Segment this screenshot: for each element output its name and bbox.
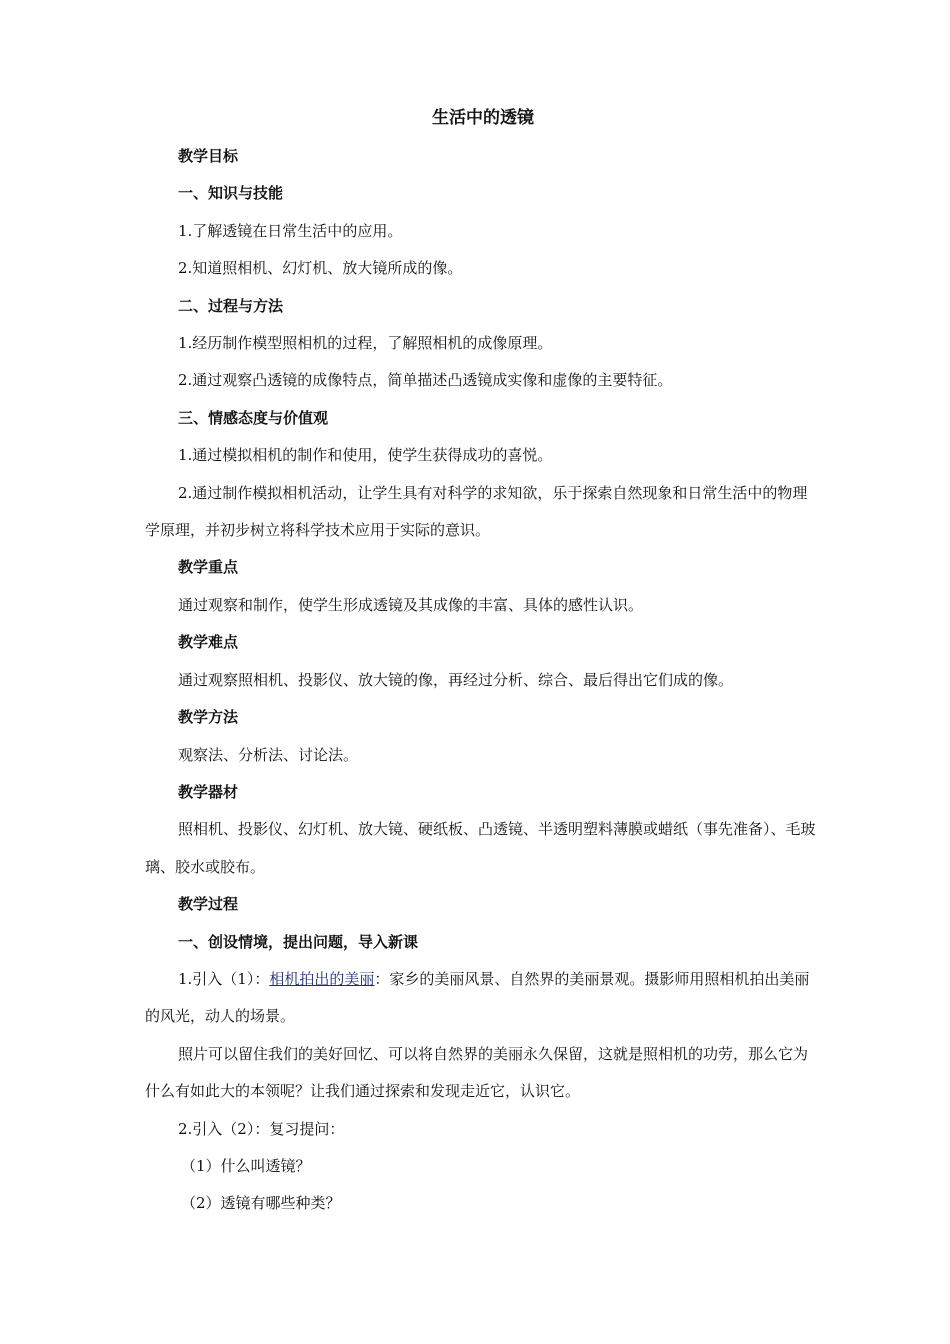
intro-link[interactable]: 相机拍出的美丽 xyxy=(269,969,375,988)
section-heading: 二、过程与方法 xyxy=(178,296,284,315)
paragraph: 通过观察和制作，使学生形成透镜及其成像的丰富、具体的感性认识。 xyxy=(178,595,644,614)
question-item: （2）透镜有哪些种类？ xyxy=(181,1194,341,1213)
paragraph: 观察法、分析法、讨论法。 xyxy=(178,745,359,764)
section-heading: 一、创设情境，提出问题，导入新课 xyxy=(178,932,419,951)
paragraph: 1.通过模拟相机的制作和使用，使学生获得成功的喜悦。 xyxy=(178,446,553,465)
paragraph: 照片可以留住我们的美好回忆、可以将自然界的美丽永久保留，这就是照相机的功劳，那么它为什么有如此大的本领呢？让我们通过探索和发现走近它，认识它。 xyxy=(145,1044,809,1101)
paragraph: 照相机、投影仪、幻灯机、放大镜、硬纸板、凸透镜、半透明塑料薄膜或蜡纸（事先准备）、毛玻璃、胶水或胶布。 xyxy=(145,820,816,876)
section-heading: 教学器材 xyxy=(178,782,239,801)
section-heading: 一、知识与技能 xyxy=(178,184,284,203)
paragraph: 1.经历制作模型照相机的过程，了解照相机的成像原理。 xyxy=(178,334,553,353)
section-heading: 教学重点 xyxy=(178,558,239,577)
section-heading: 教学难点 xyxy=(178,633,239,652)
question-item: （1）什么叫透镜？ xyxy=(181,1156,311,1175)
section-heading: 教学方法 xyxy=(178,708,239,727)
paragraph: 1.了解透镜在日常生活中的应用。 xyxy=(178,221,403,240)
paragraph: 2.知道照相机、幻灯机、放大镜所成的像。 xyxy=(178,259,463,278)
document-title: 生活中的透镜 xyxy=(432,108,534,128)
intro-suffix: ：家乡的美丽风景、自然界的美丽景观。摄影师用照相机拍出美丽的风光，动人的场景。 xyxy=(145,969,810,1026)
section-heading: 教学过程 xyxy=(178,895,239,914)
paragraph: 2.引入（2）：复习提问： xyxy=(178,1119,345,1138)
intro-prefix: 1.引入（1）： xyxy=(178,969,270,988)
paragraph: 2.通过观察凸透镜的成像特点，简单描述凸透镜成实像和虚像的主要特征。 xyxy=(178,371,673,390)
document-page xyxy=(145,100,821,1223)
section-heading: 三、情感态度与价值观 xyxy=(178,408,329,427)
paragraph: 2.通过制作模拟相机活动，让学生具有对科学的求知欲，乐于探索自然现象和日常生活中的物理学原理，并初步树立将科学技术应用于实际的意识。 xyxy=(145,483,808,540)
paragraph: 通过观察照相机、投影仪、放大镜的像，再经过分析、综合、最后得出它们成的像。 xyxy=(178,670,734,689)
section-heading: 教学目标 xyxy=(178,147,239,165)
paragraph-intro xyxy=(145,961,821,1036)
